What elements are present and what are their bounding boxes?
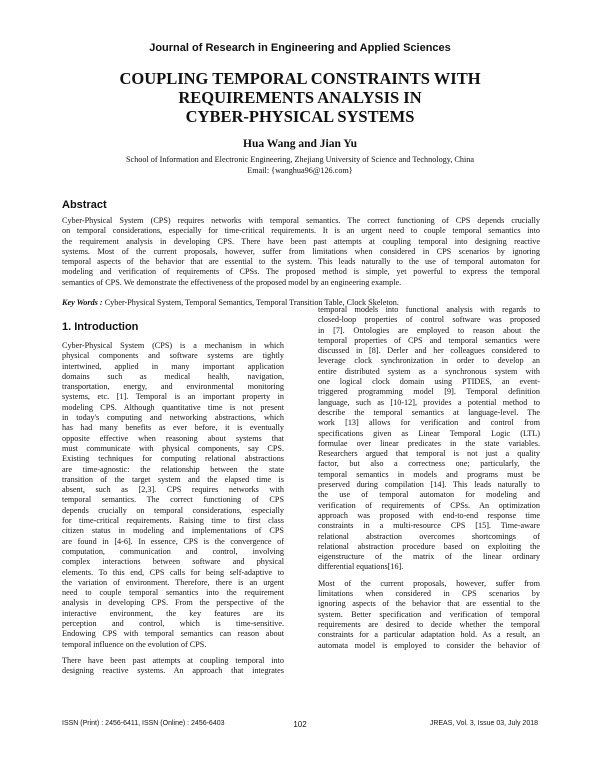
keywords-label: Key Words :	[62, 298, 103, 307]
text-line: depends crucially on temporal considerations, especially	[62, 505, 284, 515]
text-line: triggered programming model [9]. Temporal definition	[318, 387, 540, 397]
text-line: analysis in developing CPS. From the perspective of the	[62, 598, 284, 608]
text-line: temporal influence on the evolution of CPS.	[62, 639, 207, 649]
text-line: the use of temporal automaton for modeling and	[318, 490, 540, 500]
authors: Hua Wang and Jian Yu	[243, 138, 357, 150]
email: Email: {wanghua96@126.com}	[247, 165, 353, 175]
text-line: transportation, energy, and environmental monitoring	[62, 382, 284, 392]
text-line: There have been past attempts at coupling temporal into	[62, 655, 284, 665]
text-line: for time-critical requirements. Raising time to first class	[62, 516, 284, 526]
text-line: semantics of CPS. We demonstrate the effectiveness of the proposed model by an engineering example.	[62, 277, 402, 287]
text-line: relational abstraction overcomes shortcomings of	[318, 531, 540, 541]
keywords-text: Cyber-Physical System, Temporal Semantics, Temporal Transition Table, Clock Skeleton.	[102, 298, 399, 307]
text-line: describe the temporal semantics at language-level. The	[318, 407, 540, 417]
text-line: in today's computing and networking abstractions, which	[62, 413, 284, 423]
text-line: temporal semantics in models and programs must be	[318, 469, 540, 479]
text-line: language, such as [10-12], provides a potential method to	[318, 397, 540, 407]
text-line: are found in [4-6]. In essence, CPS is the convergence of	[62, 536, 284, 546]
text-line: specifications given as Linear Temporal Logic (LTL)	[318, 428, 540, 438]
text-line: elements. To this end, CPS calls for being self-adaptive to	[62, 567, 284, 577]
text-line: automata model is employed to consider the behavior of	[318, 640, 540, 650]
text-line: systems. Most of the current proposals, however, suffer from limitations when considered in CPS scenarios by ignoring	[62, 246, 540, 256]
right-column	[318, 305, 540, 651]
journal-name: Journal of Research in Engineering and Applied Sciences	[149, 42, 451, 54]
text-line: Endowing CPS with temporal semantics can reason about	[62, 629, 284, 639]
title-line: COUPLING TEMPORAL CONSTRAINTS WITH	[119, 69, 481, 88]
page-number: 102	[293, 720, 307, 729]
text-line: must communicate with physical components, say CPS.	[62, 443, 284, 453]
affiliation: School of Information and Electronic Engineering, Zhejiang University of Science and Technology, China	[126, 155, 474, 164]
text-line: requirements are desired to decide whether the temporal	[318, 619, 540, 629]
text-line: temporal semantics. The correct functioning of CPS	[62, 495, 284, 505]
text-line: system. Better specification and verification of temporal	[318, 609, 540, 619]
paper-title	[60, 69, 540, 126]
text-line: one logical clock domain using PTIDES, an event-	[318, 377, 540, 387]
text-line: domains such as medical health, navigation,	[62, 371, 284, 381]
text-line: leverage clock synchronization in order to develop an	[318, 356, 540, 366]
text-line: intertwined, applied in many important application	[62, 361, 284, 371]
text-line: absent, such as [2,3]. CPS requires networks with	[62, 485, 284, 495]
text-line: discussed in [8]. Derler and her colleagues considered to	[318, 346, 540, 356]
text-line: perception and control, which is time-sensitive.	[62, 619, 284, 629]
text-line: Existing techniques for computing relational abstractions	[62, 454, 284, 464]
text-line: complex interactions between software and physical	[62, 557, 284, 567]
text-line: formulae over linear predicates in the state variables.	[318, 438, 540, 448]
text-line: interactive environment, the key features are its	[62, 608, 284, 618]
text-line: Researchers argued that temporal is not just a quality	[318, 449, 540, 459]
text-line: need to couple temporal semantics into the requirement	[62, 588, 284, 598]
section-heading: 1. Introduction	[62, 321, 139, 333]
text-line: has had many benefits as ever before, it is eventually	[62, 423, 284, 433]
text-line: limitations when considered in CPS scenarios by	[318, 589, 540, 599]
title-line: CYBER-PHYSICAL SYSTEMS	[185, 107, 415, 126]
text-line: temporal properties of CPS and temporal semantics were	[318, 335, 540, 345]
text-line: computation, communication and control, involving	[62, 546, 284, 556]
text-line: constraints for a particular adaptation hold. As a result, an	[318, 630, 540, 640]
text-line: eigenstructure of the matrix of the linear ordinary	[318, 552, 540, 562]
text-line: Cyber-Physical System (CPS) is a mechanism in which	[62, 341, 284, 350]
text-line: closed-loop properties of control software was proposed	[318, 315, 540, 325]
text-line: preserved during compilation [14]. This leads naturally to	[318, 480, 540, 490]
text-line: Cyber-Physical System (CPS) requires networks with temporal semantics. The correct functioning of CPS depends crucially	[62, 216, 540, 225]
text-line: transition of the target system and the elapsed time is	[62, 474, 284, 484]
abstract-body	[62, 216, 540, 288]
text-line: the variation of environment. Therefore, there is an urgent	[62, 577, 284, 587]
text-line: entire distributed system as a synchronous system with	[318, 366, 540, 376]
text-line: modeling CPS. Although quantitative time is not present	[62, 402, 284, 412]
text-line: in [7]. Ontologies are employed to reason about the	[318, 325, 540, 335]
text-line: the requirement analysis in developing CPS. There have been past attempts at coupling temporal into designing reactive	[62, 236, 540, 246]
text-line: approach was proposed with end-to-end response time	[318, 510, 540, 520]
text-line: designing reactive systems. An approach that integrates	[62, 666, 284, 676]
affiliation-block	[0, 155, 600, 176]
text-line: temporal aspects of the behavior that are essential to the system. This leads naturally to the use of temporal automaton for	[62, 257, 540, 267]
left-column	[62, 341, 284, 677]
text-line: opposite effective when reasoning about systems that	[62, 433, 284, 443]
text-line: verification of requirements of CPSs. An optimization	[318, 500, 540, 510]
text-line: factor, but also a correctness one; particularly, the	[318, 459, 540, 469]
title-line: REQUIREMENTS ANALYSIS IN	[178, 88, 422, 107]
footer-issn: ISSN (Print) : 2456-6411, ISSN (Online) : 2456-6403	[62, 720, 225, 727]
abstract-heading: Abstract	[62, 199, 107, 211]
text-line: relational abstraction procedure based on exploiting the	[318, 541, 540, 551]
text-line: on temporal considerations, especially for time-critical requirements. It is an urgent need to couple temporal semantics into	[62, 226, 540, 236]
footer-journal-issue: JREAS, Vol. 3, Issue 03, July 2018	[429, 720, 538, 727]
text-line: differential equations[16].	[318, 562, 404, 572]
text-line: modeling and verification of requirements of CPSs. The proposed method is simple, yet powerful to express the temporal	[62, 267, 540, 277]
text-line: systems, etc. [1]. Temporal is an important property in	[62, 392, 284, 402]
text-line: temporal models into functional analysis with regards to	[318, 305, 540, 314]
text-line: citizen status in modeling and implementations of CPS	[62, 526, 284, 536]
text-line: physical components and software systems are tightly	[62, 351, 284, 361]
text-line: ignoring aspects of the behavior that are essential to the	[318, 599, 540, 609]
text-line: are time-agnostic: the relationship between the state	[62, 464, 284, 474]
text-line: work [13] allows for verification and control from	[318, 418, 540, 428]
text-line: Most of the current proposals, however, suffer from	[318, 578, 540, 588]
text-line: constraints in a multi-resource CPS [15]. Time-aware	[318, 521, 540, 531]
